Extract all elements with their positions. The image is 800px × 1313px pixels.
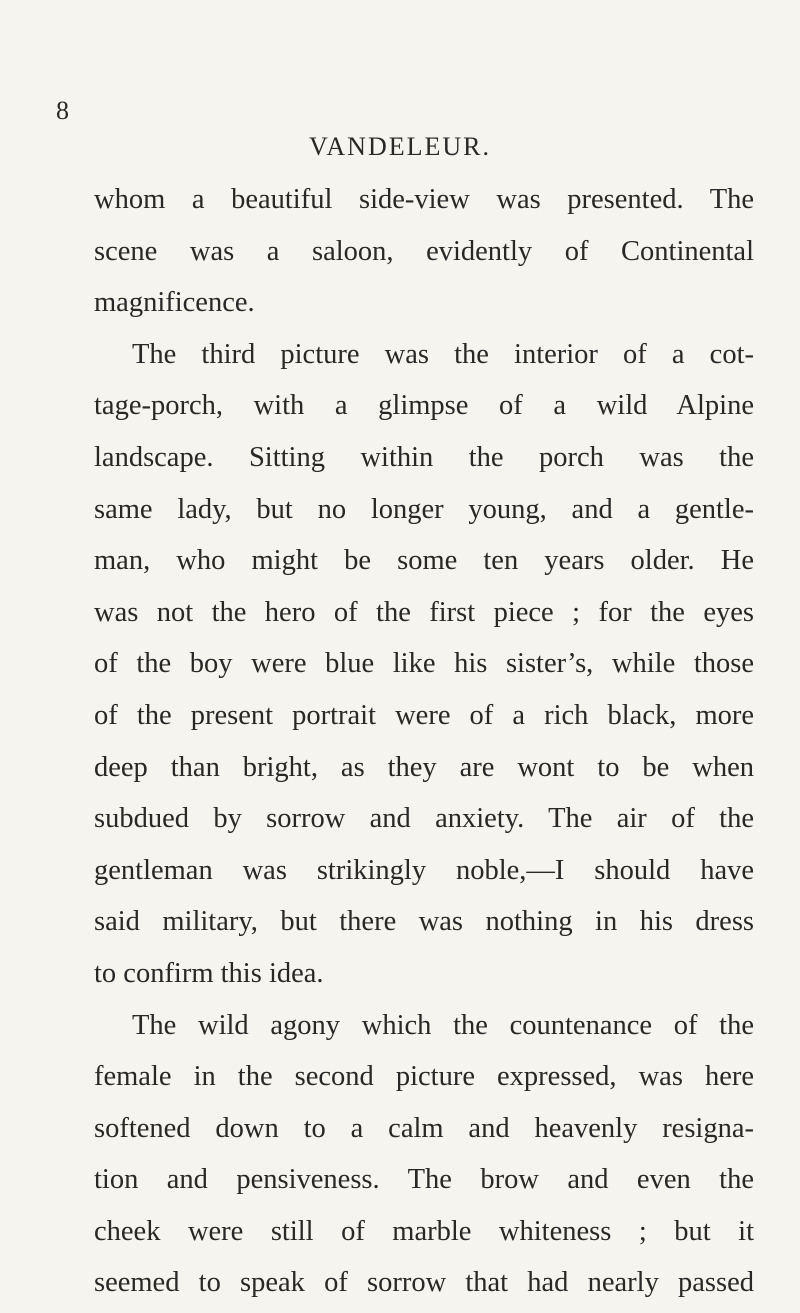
text-line: The wild agony which the countenance of the: [132, 1009, 754, 1041]
text-line: man, who might be some ten years older. He: [94, 545, 754, 577]
text-line: gentleman was strikingly noble,—I should have: [94, 854, 754, 886]
text-line: said military, but there was nothing in his dress: [94, 906, 754, 938]
text-line: cheek were still of marble whiteness ; but it: [94, 1215, 754, 1247]
running-title: VANDELEUR.: [308, 132, 492, 161]
text-line: seemed to speak of sorrow that had nearly passed: [94, 1267, 754, 1299]
text-line: female in the second picture expressed, was here: [94, 1061, 754, 1093]
text-line: whom a beautiful side-view was presented. The: [94, 184, 754, 215]
text-line: landscape. Sitting within the porch was the: [94, 441, 754, 473]
text-line: of the boy were blue like his sister’s, while those: [94, 648, 754, 680]
text-line: The third picture was the interior of a cot-: [132, 338, 754, 370]
text-line: same lady, but no longer young, and a gentle-: [94, 493, 754, 525]
page-number: 8: [56, 96, 70, 125]
text-line: scene was a saloon, evidently of Continental: [94, 235, 754, 267]
text-line: magnificence.: [94, 287, 255, 319]
text-line: to confirm this idea.: [94, 957, 324, 989]
text-line: of the present portrait were of a rich black, more: [94, 699, 754, 731]
body-text: [94, 178, 754, 1313]
text-line: softened down to a calm and heavenly resigna-: [94, 1112, 754, 1144]
text-line: deep than bright, as they are wont to be when: [94, 751, 754, 783]
text-line: tage-porch, with a glimpse of a wild Alpine: [94, 390, 754, 422]
text-line: subdued by sorrow and anxiety. The air of the: [94, 803, 754, 835]
text-line: was not the hero of the first piece ; for the eyes: [94, 596, 754, 628]
text-line: tion and pensiveness. The brow and even the: [94, 1164, 754, 1196]
